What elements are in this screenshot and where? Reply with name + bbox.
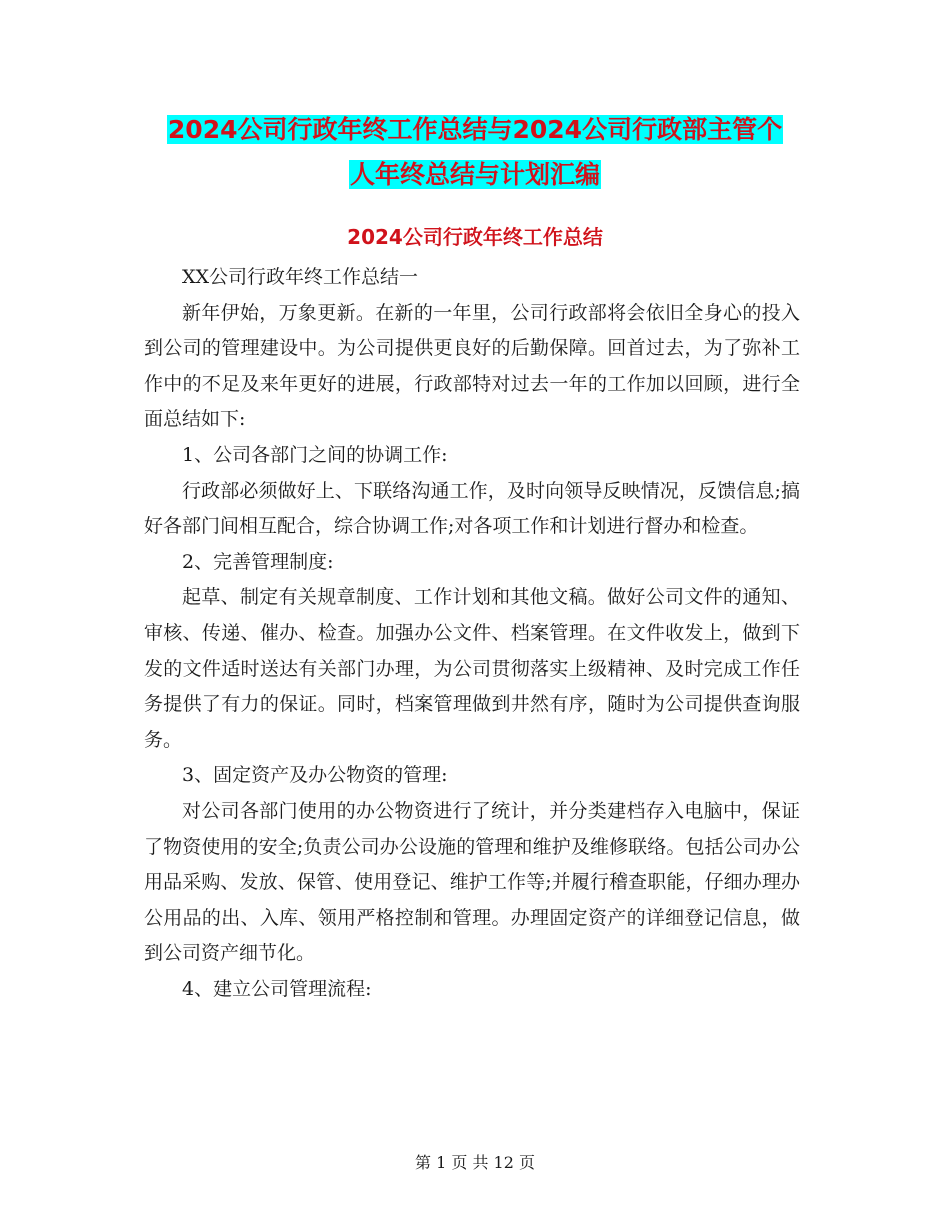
paragraph-heading: 4、建立公司管理流程: <box>182 977 372 1000</box>
paragraph-heading: 2、完善管理制度: <box>182 550 334 573</box>
paragraph: 新年伊始，万象更新。在新的一年里，公司行政部将会依旧全身心的投入到公司的管理建设中。为公司提供更良好的后勤保障。回首过去，为了弥补工作中的不足及来年更好的进展，行政部特对过去一年的工作加以回顾，进行全面总结如下: <box>144 301 800 431</box>
paragraph: 行政部必须做好上、下联络沟通工作，及时向领导反映情况，反馈信息;搞好各部门间相互配合，综合协调工作;对各项工作和计划进行督办和检查。 <box>144 479 800 538</box>
body-text <box>144 260 800 1007</box>
section-title: 2024公司行政年终工作总结 <box>347 225 603 249</box>
paragraph-heading: 1、公司各部门之间的协调工作: <box>182 443 448 466</box>
document-title-line-2: 人年终总结与计划汇编 <box>349 160 600 189</box>
paragraph: 对公司各部门使用的办公物资进行了统计，并分类建档存入电脑中，保证了物资使用的安全;负责公司办公设施的管理和维护及维修联络。包括公司办公用品采购、发放、保管、使用登记、维护工作等;并履行稽查职能，仔细办理办公用品的出、入库、领用严格控制和管理。办理固定资产的详细登记信息，做到公司资产细节化。 <box>144 799 800 965</box>
page-footer: 第 1 页 共 12 页 <box>415 1153 535 1172</box>
paragraph-heading: 3、固定资产及办公物资的管理: <box>182 764 448 787</box>
paragraph: 起草、制定有关规章制度、工作计划和其他文稿。做好公司文件的通知、审核、传递、催办、检查。加强办公文件、档案管理。在文件收发上，做到下发的文件适时送达有关部门办理，为公司贯彻落实上级精神、及时完成工作任务提供了有力的保证。同时，档案管理做到井然有序，随时为公司提供查询服务。 <box>144 586 800 751</box>
document-title-line-1: 2024公司行政年终工作总结与2024公司行政部主管个 <box>167 115 783 144</box>
paragraph: XX公司行政年终工作总结一 <box>182 266 419 288</box>
